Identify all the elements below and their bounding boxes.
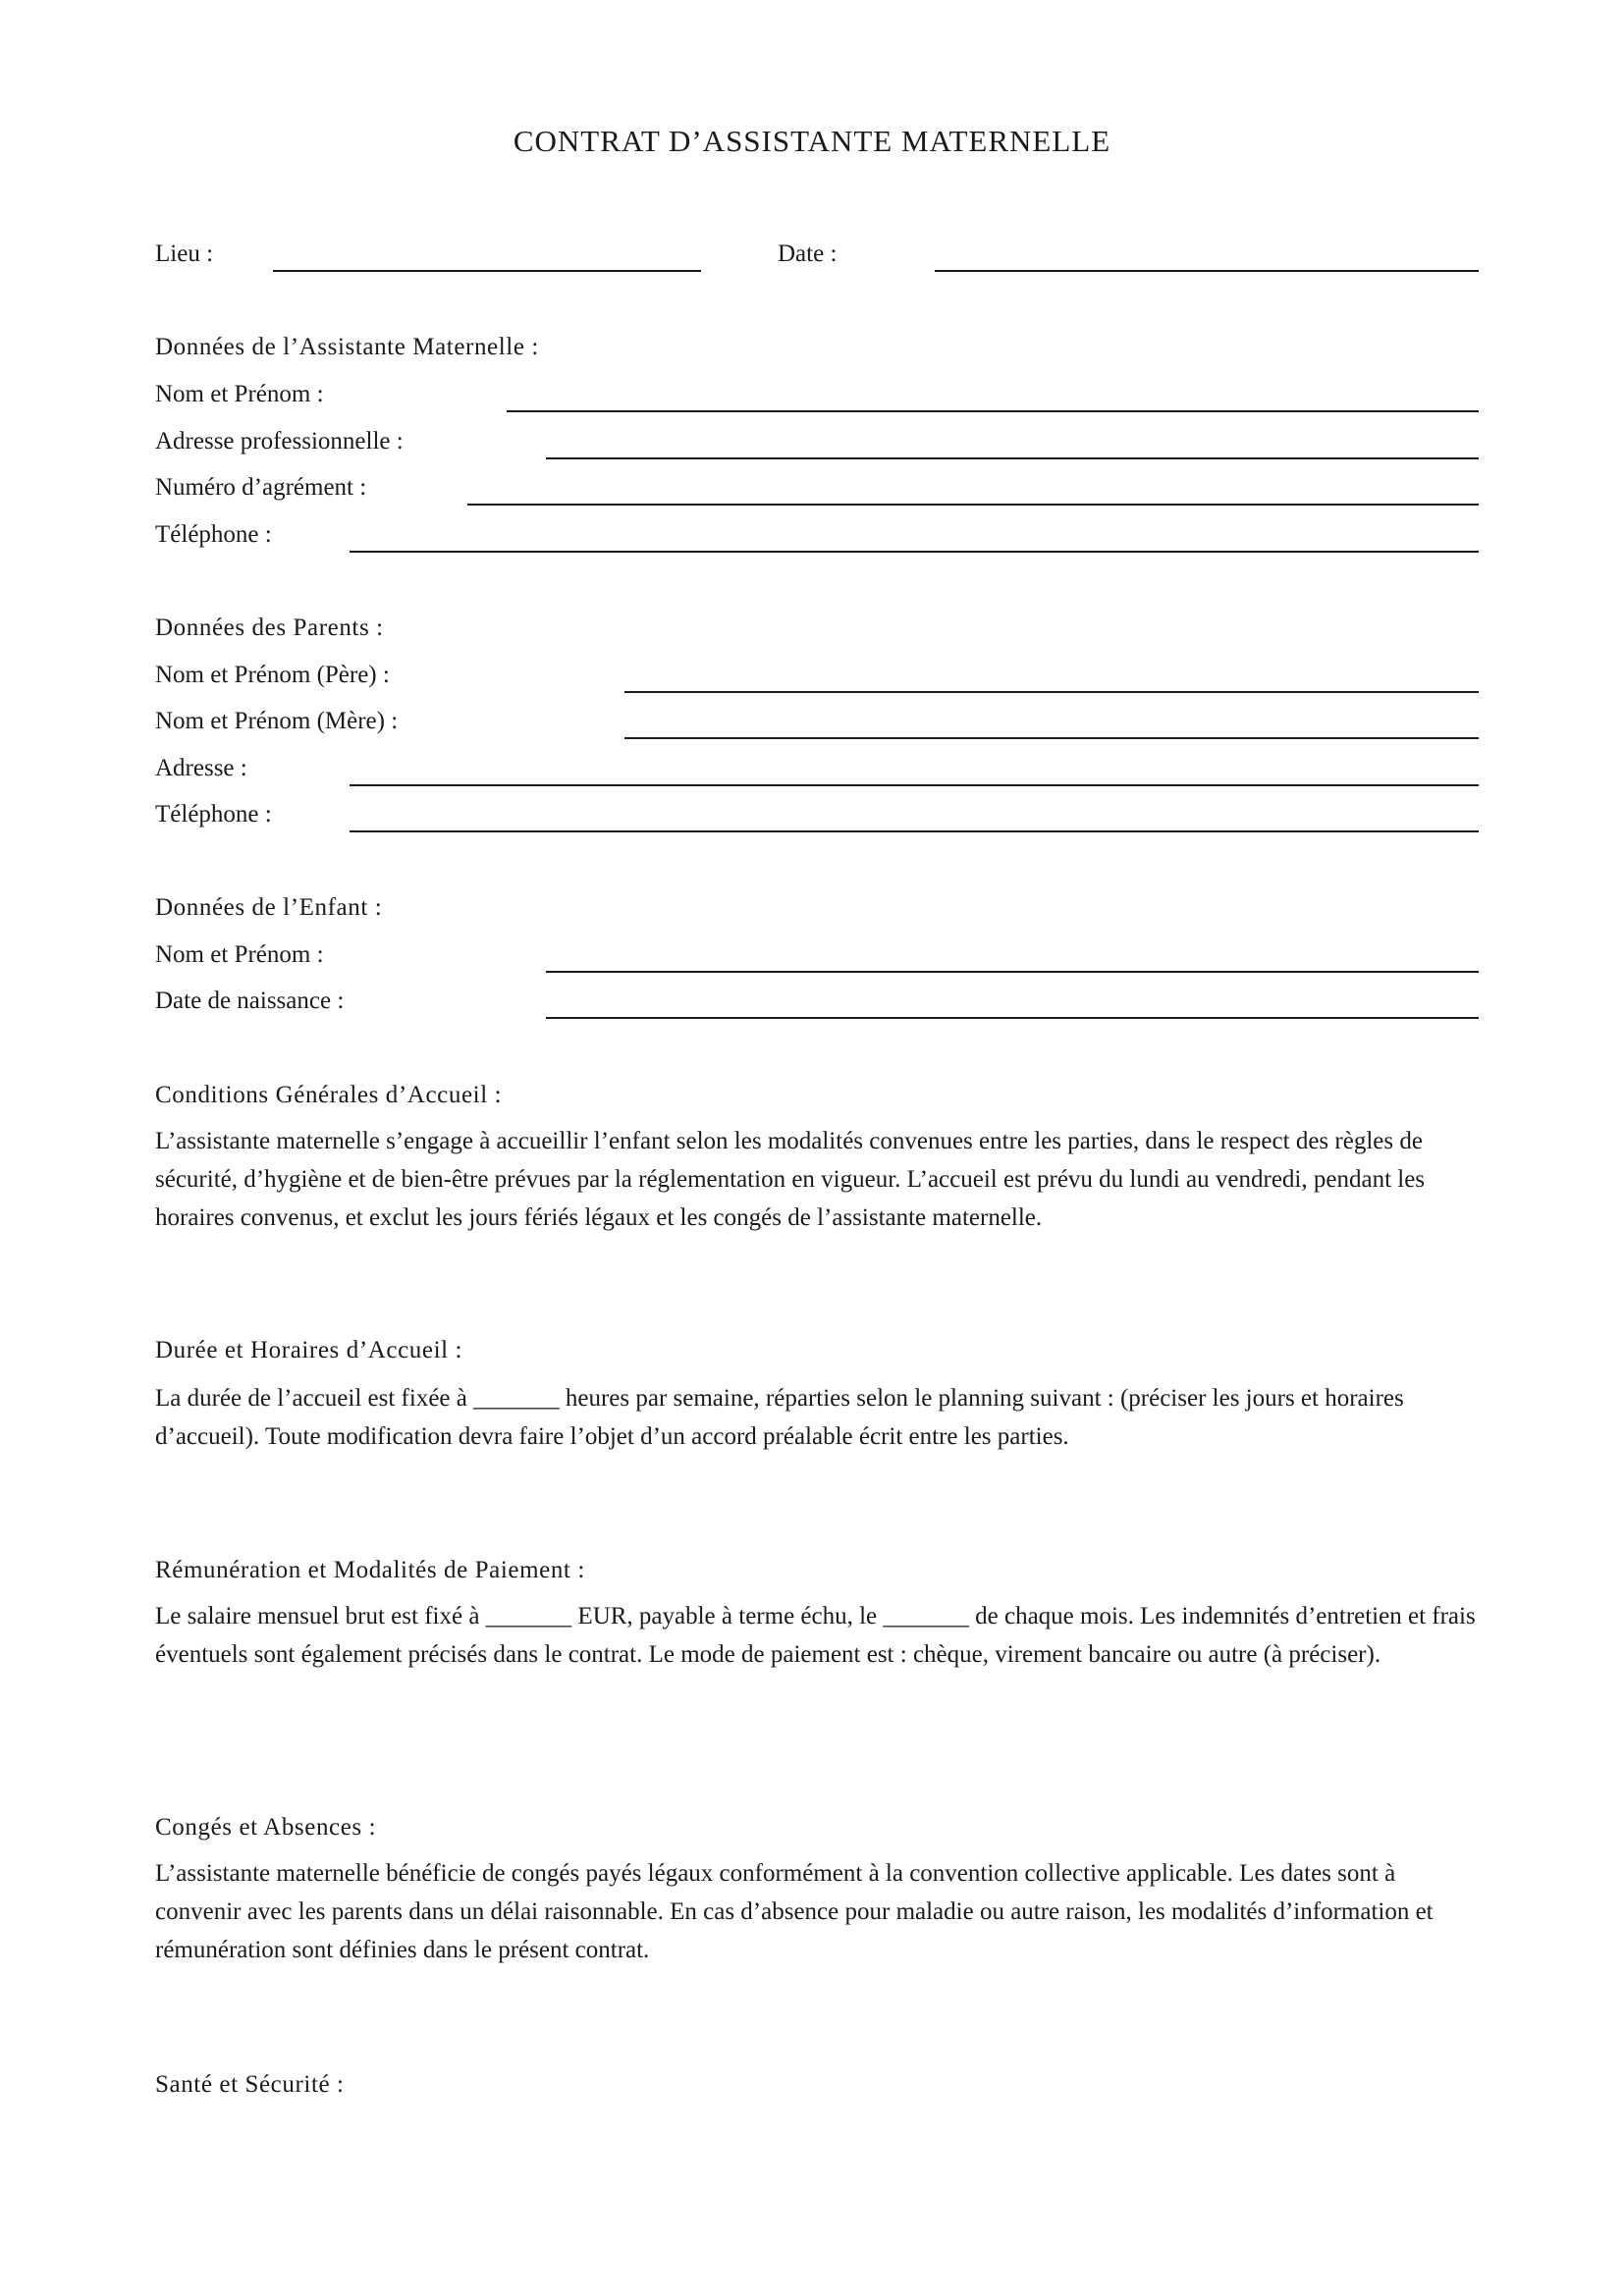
father-name-line[interactable]	[624, 691, 1479, 693]
place-blank-line[interactable]	[273, 270, 701, 272]
approval-number-line[interactable]	[467, 504, 1479, 506]
place-label: Lieu :	[155, 240, 214, 267]
leave-heading: Congés et Absences :	[155, 1814, 377, 1841]
date-label: Date :	[778, 240, 838, 267]
father-name-label: Nom et Prénom (Père) :	[155, 662, 390, 688]
child-section-heading: Données de l’Enfant :	[155, 894, 383, 921]
health-safety-heading: Santé et Sécurité :	[155, 2071, 345, 2098]
duration-hours-heading: Durée et Horaires d’Accueil :	[155, 1337, 463, 1363]
pay-heading: Rémunération et Modalités de Paiement :	[155, 1557, 585, 1583]
child-name-label: Nom et Prénom :	[155, 941, 324, 968]
parents-phone-label: Téléphone :	[155, 801, 272, 828]
general-conditions-text: L’assistante maternelle s’engage à accueillir l’enfant selon les modalités convenues entre les parties, dans le respect des règles de sécurité, d’hygiène et de bien-être prévues par la réglementation en vigueur. L’accueil est prévu du lundi au vendredi, pendant les horaires convenus, et exclut les jours fériés légaux et les congés de l’assistante maternelle.	[155, 1128, 1426, 1231]
assistant-phone-label: Téléphone :	[155, 521, 272, 548]
leave-text: L’assistante maternelle bénéficie de congés payés légaux conformément à la convention collective applicable. Les dates sont à convenir avec les parents dans un délai raisonnable. En cas d’absence pour maladie ou autre raison, les modalités d’information et rémunération sont définies dans le présent contrat.	[155, 1860, 1434, 1963]
child-birthdate-line[interactable]	[546, 1017, 1479, 1019]
child-birthdate-label: Date de naissance :	[155, 988, 345, 1014]
parents-address-label: Adresse :	[155, 755, 247, 781]
parents-phone-line[interactable]	[350, 830, 1479, 832]
parents-section-heading: Données des Parents :	[155, 614, 384, 641]
date-blank-line[interactable]	[935, 270, 1479, 272]
pay-text: Le salaire mensuel brut est fixé à _______ EUR, payable à terme échu, le _______ de chaque mois. Les indemnités d’entretien et frais éventuels sont également précisés dans le contrat. Le mode de paiement est : chèque, virement bancaire ou autre (à préciser).	[155, 1603, 1476, 1668]
mother-name-line[interactable]	[624, 737, 1479, 739]
assistant-name-label: Nom et Prénom :	[155, 381, 324, 407]
approval-number-label: Numéro d’agrément :	[155, 474, 367, 501]
assistant-section-heading: Données de l’Assistante Maternelle :	[155, 334, 539, 360]
assistant-address-line[interactable]	[546, 457, 1479, 459]
assistant-name-line[interactable]	[507, 410, 1479, 412]
assistant-phone-line[interactable]	[350, 551, 1479, 553]
child-name-line[interactable]	[546, 971, 1479, 973]
general-conditions-heading: Conditions Générales d’Accueil :	[155, 1082, 503, 1108]
document-title: CONTRAT D’ASSISTANTE MATERNELLE	[513, 124, 1111, 158]
assistant-address-label: Adresse professionnelle :	[155, 428, 404, 454]
duration-hours-text: La durée de l’accueil est fixée à _______ heures par semaine, réparties selon le planning suivant : (préciser les jours et horaires d’accueil). Toute modification devra faire l’objet d’un accord préalable écrit entre les parties.	[155, 1385, 1404, 1450]
mother-name-label: Nom et Prénom (Mère) :	[155, 708, 399, 734]
parents-address-line[interactable]	[350, 784, 1479, 786]
